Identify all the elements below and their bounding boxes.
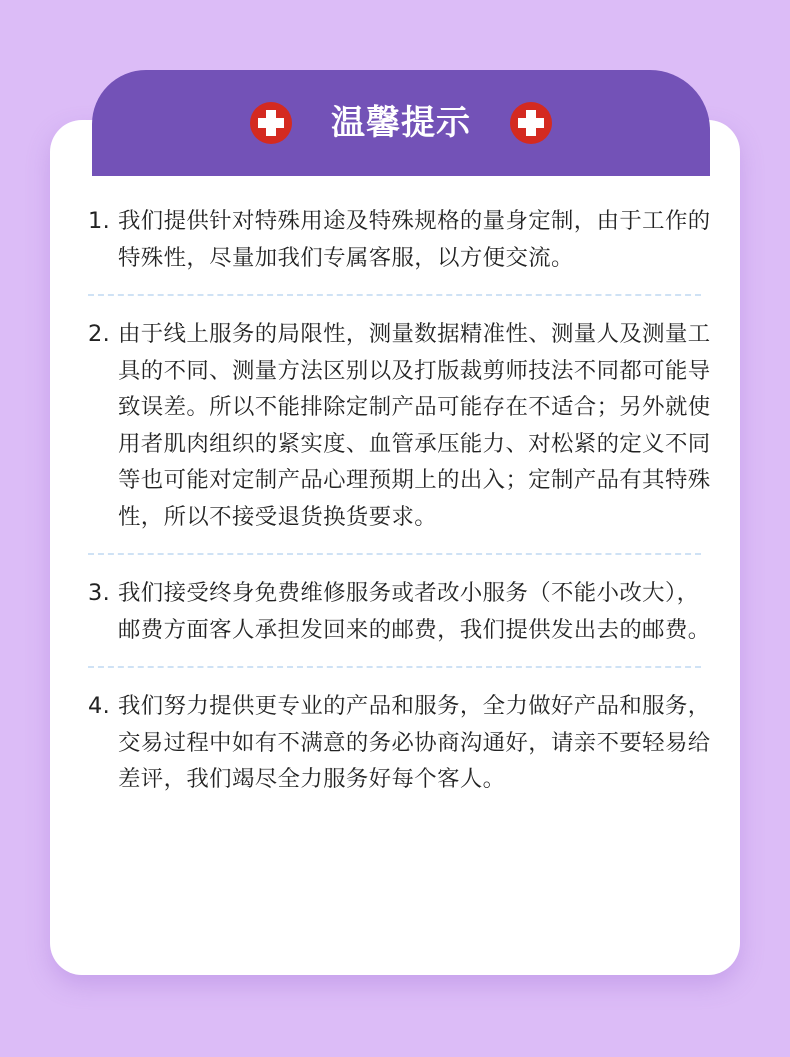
note-text: 由于线上服务的局限性，测量数据精准性、测量人及测量工具的不同、测量方法区别以及打版裁剪师技法不同都可能导致误差。所以不能排除定制产品可能存在不适合；另外就使用者肌肉组织的紧实度、血管承压能力、对松紧的定义不同等也可能对定制产品心理预期上的出入；定制产品有其特殊性，所以不接受退货换货要求。 xyxy=(118,321,711,530)
medical-cross-icon xyxy=(249,101,293,145)
note-number: 1. xyxy=(88,208,111,234)
note-text: 我们接受终身免费维修服务或者改小服务（不能小改大），邮费方面客人承担发回来的邮费，我们提供发出去的邮费。 xyxy=(118,580,711,643)
note-text: 我们努力提供更专业的产品和服务，全力做好产品和服务，交易过程中如有不满意的务必协商沟通好，请亲不要轻易给差评，我们竭尽全力服务好每个客人。 xyxy=(118,693,711,792)
note-number: 2. xyxy=(88,321,111,347)
divider xyxy=(88,553,701,555)
page-title: 温馨提示 xyxy=(331,103,471,143)
note-item xyxy=(88,316,713,535)
note-item xyxy=(88,203,713,276)
note-item xyxy=(88,688,713,798)
divider xyxy=(88,666,701,668)
note-text: 我们提供针对特殊用途及特殊规格的量身定制，由于工作的特殊性，尽量加我们专属客服，以方便交流。 xyxy=(118,208,711,271)
header-banner xyxy=(92,70,710,176)
medical-cross-icon xyxy=(509,101,553,145)
divider xyxy=(88,294,701,296)
notes-list xyxy=(88,203,713,798)
note-number: 4. xyxy=(88,693,111,719)
note-item xyxy=(88,575,713,648)
note-number: 3. xyxy=(88,580,111,606)
